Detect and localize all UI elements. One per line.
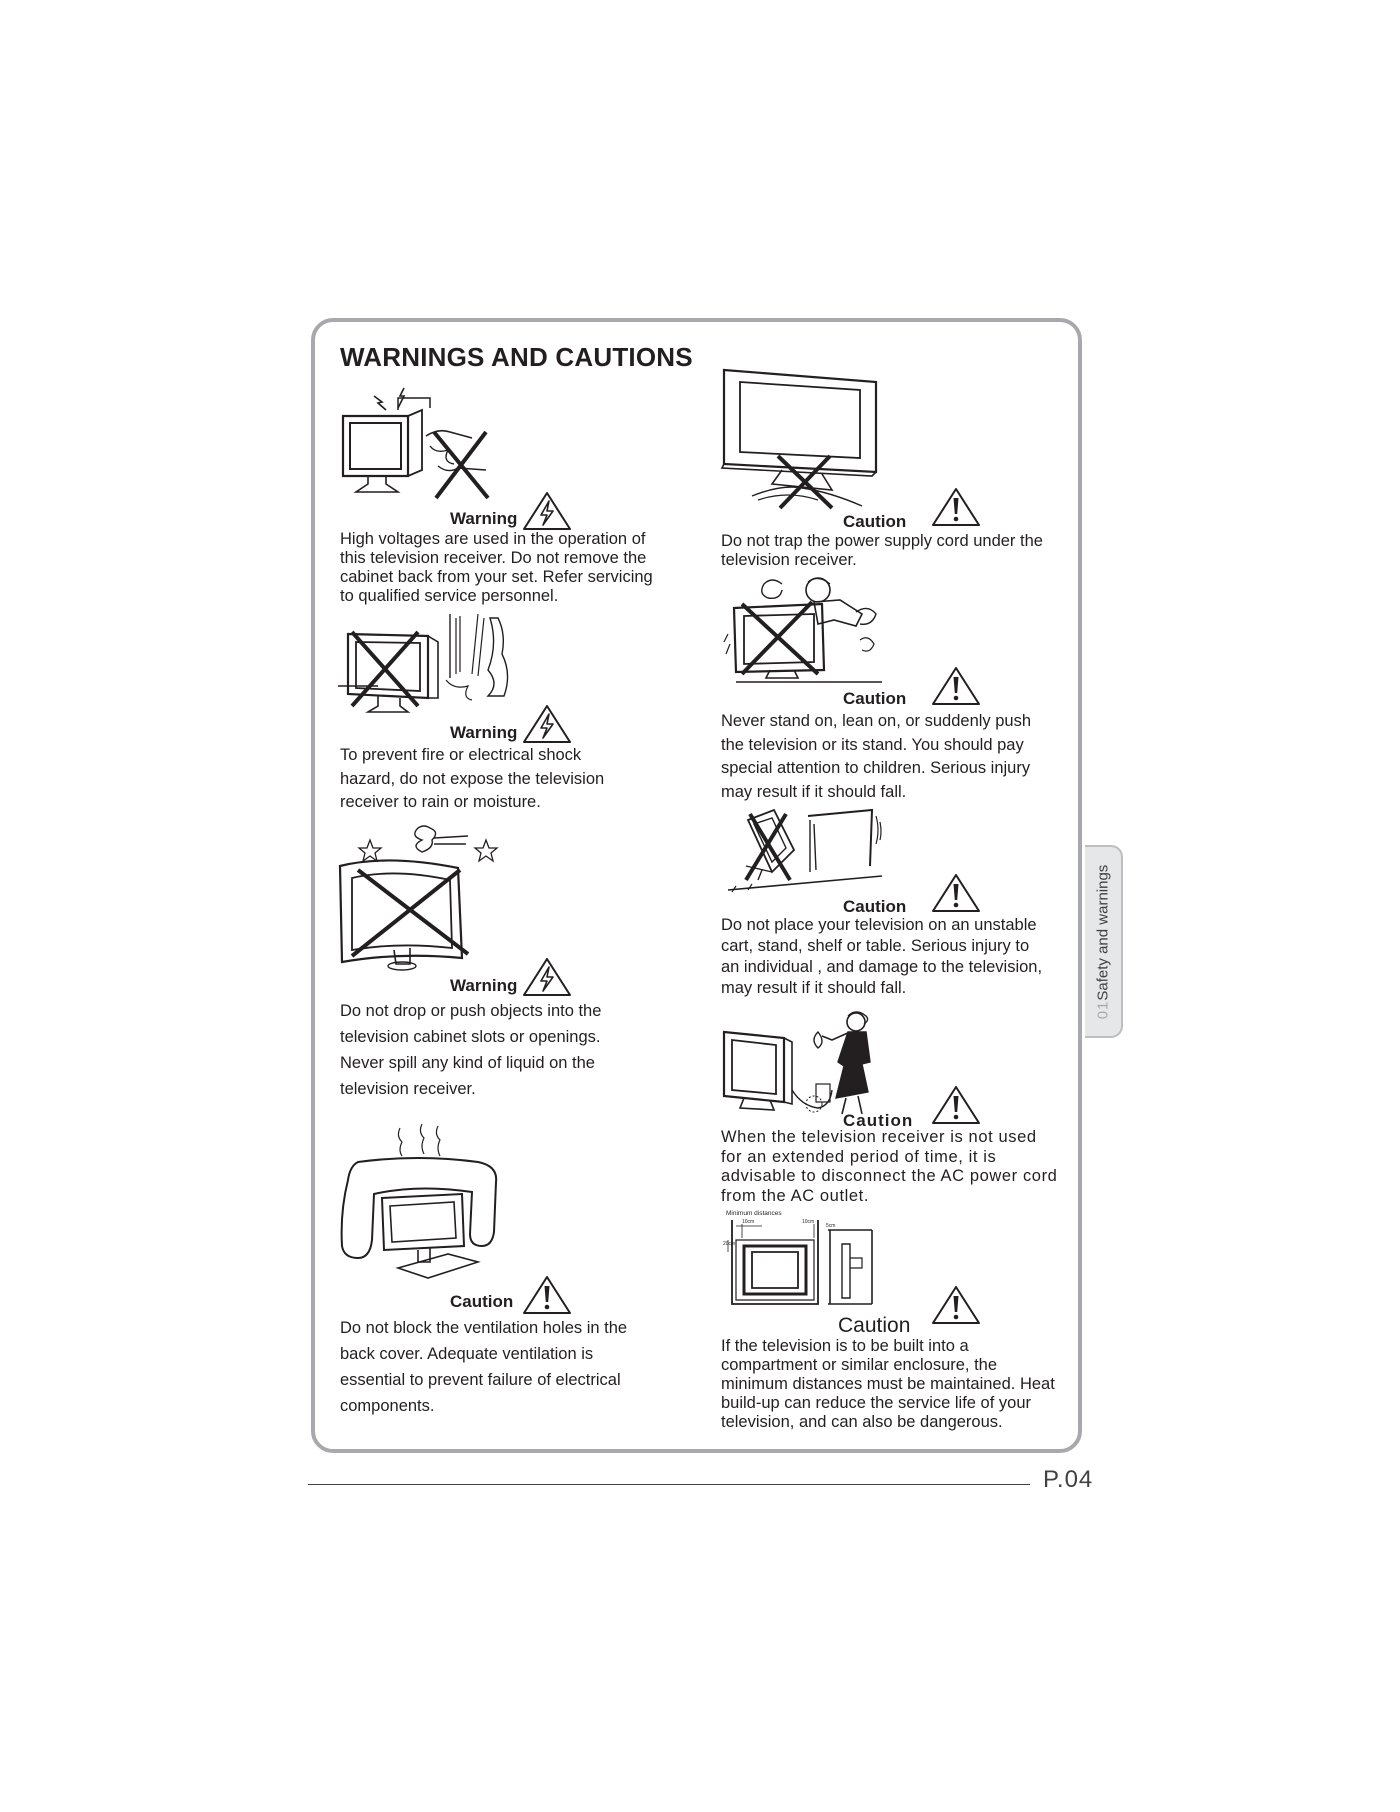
caution-label: Caution xyxy=(843,1111,914,1130)
diagram-title: Minimum distances xyxy=(726,1210,782,1217)
tv-back-cover-illustration xyxy=(338,388,518,498)
covered-tv-illustration xyxy=(338,1122,518,1282)
page-number: P.04 xyxy=(1043,1466,1094,1493)
section-number: 01 xyxy=(1094,1000,1112,1019)
caution-text: Do not trap the power supply cord under the television receiver. xyxy=(721,532,1043,569)
cord-under-tv-illustration xyxy=(722,366,882,511)
exclamation-triangle-icon xyxy=(521,1274,573,1316)
minimum-distances-diagram xyxy=(722,1208,872,1306)
caution-text: When the television receiver is not used for an extended period of time, it is advisable to disconnect the AC power cord from the AC outlet. xyxy=(721,1128,1058,1205)
warning-label: Warning xyxy=(450,976,518,995)
footer-rule xyxy=(308,1484,1030,1485)
diagram-back-distance: 5cm xyxy=(826,1223,836,1229)
exclamation-triangle-icon xyxy=(930,872,982,914)
tv-rain-illustration xyxy=(338,614,518,714)
diagram-top-distance: 10cm xyxy=(742,1219,755,1225)
caution-label: Caution xyxy=(843,897,907,916)
page-title: WARNINGS AND CAUTIONS xyxy=(340,342,693,372)
exclamation-triangle-icon xyxy=(930,1084,982,1126)
lightning-triangle-icon xyxy=(521,956,573,998)
caution-text: If the television is to be built into a compartment or similar enclosure, the minimum distances must be maintained. Heat build-up can reduce the service life of your television, and can also be dangerous. xyxy=(721,1337,1055,1431)
caution-label: Caution xyxy=(450,1292,514,1311)
warning-text: Do not drop or push objects into the television cabinet slots or openings. Never spill any kind of liquid on the television receiver. xyxy=(340,1002,602,1098)
warning-text: High voltages are used in the operation of this television receiver. Do not remove the cabinet back from your set. Refer servicing to qualified service personnel. xyxy=(340,530,653,605)
warning-label: Warning xyxy=(450,723,518,742)
unstable-surface-illustration xyxy=(722,810,882,892)
warning-label: Warning xyxy=(450,509,518,528)
diagram-bottom-distance: 20cm xyxy=(723,1241,736,1247)
exclamation-triangle-icon xyxy=(930,665,982,707)
section-side-tab[interactable] xyxy=(1085,845,1123,1038)
diagram-side-distance: 10cm xyxy=(802,1219,815,1225)
caution-label: Caution xyxy=(843,689,907,708)
child-on-tv-illustration xyxy=(722,574,882,684)
caution-label: Caution xyxy=(843,512,907,531)
lightning-triangle-icon xyxy=(521,703,573,745)
caution-text: Do not place your television on an unstable cart, stand, shelf or table. Serious injury to an individual , and damage to the television, may result if it should fall. xyxy=(721,916,1043,997)
unplug-tv-illustration xyxy=(722,1010,882,1120)
section-label: Safety and warnings xyxy=(1094,864,1112,1001)
lightning-triangle-icon xyxy=(521,490,573,532)
exclamation-triangle-icon xyxy=(930,486,982,528)
exclamation-triangle-icon xyxy=(930,1284,982,1326)
warning-text: To prevent fire or electrical shock hazard, do not expose the television receiver to rain or moisture. xyxy=(340,746,605,811)
objects-into-tv-illustration xyxy=(338,826,518,971)
caution-text: Do not block the ventilation holes in the back cover. Adequate ventilation is essential to prevent failure of electrical components. xyxy=(340,1319,628,1415)
caution-text: Never stand on, lean on, or suddenly push the television or its stand. You should pay special attention to children. Serious injury may result if it should fall. xyxy=(721,712,1032,801)
caution-label: Caution xyxy=(838,1314,911,1337)
